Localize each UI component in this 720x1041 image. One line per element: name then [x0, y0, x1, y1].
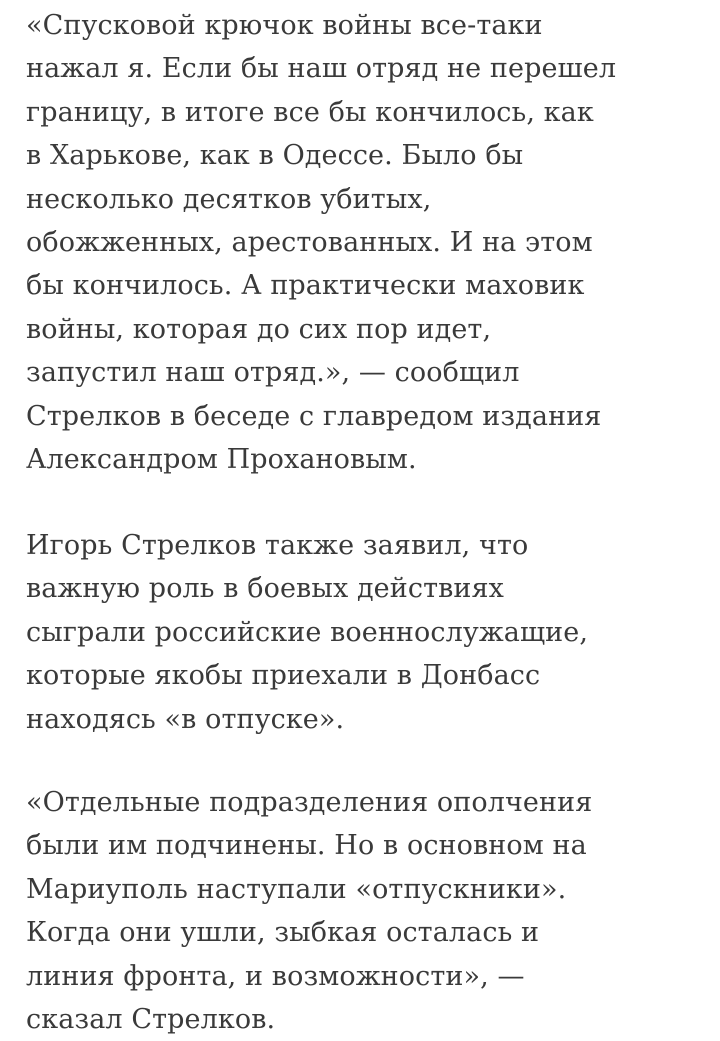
text-line: сыграли российские военнослужащие,	[26, 616, 589, 648]
text-line: бы кончилось. А практически маховик	[26, 270, 585, 302]
text-line: важную роль в боевых действиях	[26, 573, 504, 605]
text-line: границу, в итоге все бы кончилось, как	[26, 96, 594, 128]
text-line: Александром Прохановым.	[26, 443, 417, 475]
text-line: были им подчинены. Но в основном на	[26, 830, 587, 862]
text-line: находясь «в отпуске».	[26, 703, 345, 735]
text-line: запустил наш отряд.», — сообщил	[26, 357, 520, 389]
text-line: в Харькове, как в Одессе. Было бы	[26, 140, 524, 172]
text-line: Игорь Стрелков также заявил, что	[26, 530, 529, 561]
paragraph-3	[26, 781, 592, 1041]
text-line: «Спусковой крючок войны все-таки	[26, 10, 543, 41]
text-line: несколько десятков убитых,	[26, 183, 432, 215]
paragraph-1	[26, 4, 616, 481]
paragraph-2	[26, 524, 588, 741]
text-line: Стрелков в беседе с главредом издания	[26, 400, 602, 432]
text-line: которые якобы приехали в Донбасс	[26, 660, 541, 692]
text-line: нажал я. Если бы наш отряд не перешел	[26, 53, 617, 85]
text-line: Мариуполь наступали «отпускники».	[26, 873, 567, 905]
text-line: обожженных, арестованных. И на этом	[26, 226, 593, 258]
text-line: «Отдельные подразделения ополчения	[26, 787, 593, 818]
text-line: сказал Стрелков.	[26, 1003, 276, 1035]
text-line: линия фронта, и возможности», —	[26, 960, 525, 992]
text-line: Когда они ушли, зыбкая осталась и	[26, 917, 540, 949]
text-line: войны, которая до сих пор идет,	[26, 313, 492, 345]
